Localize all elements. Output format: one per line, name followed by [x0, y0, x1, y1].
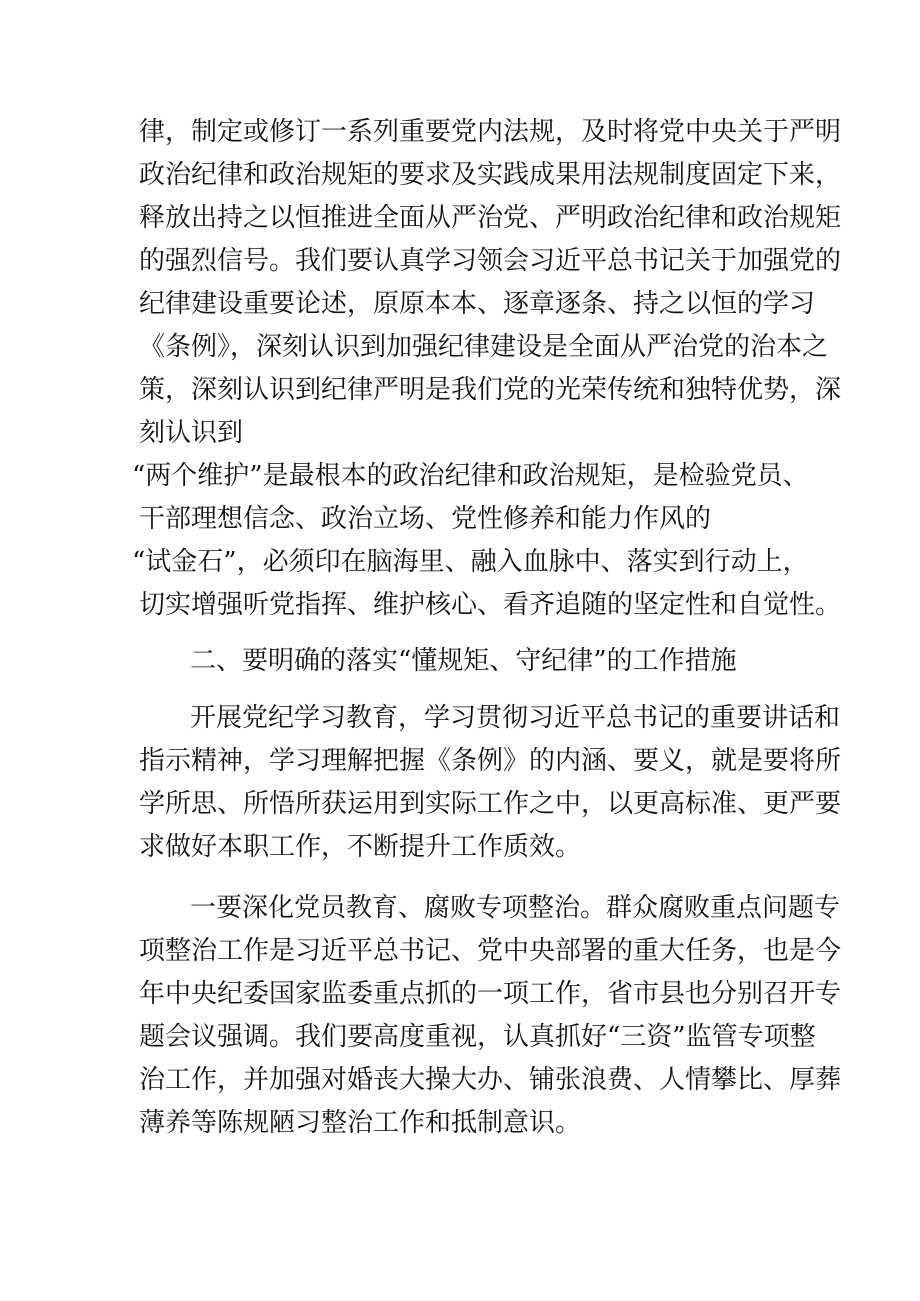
text-line: 《条例》，深刻认识到加强纪律建设是全面从严治党的治本之	[139, 332, 829, 362]
text-line: 干部理想信念、政治立场、党性修养和能力作风的	[139, 504, 712, 534]
text-line: 律，制定或修订一系列重要党内法规，及时将党中央关于严明	[139, 117, 842, 147]
text-line: 题会议强调。我们要高度重视，认真抓好“三资”监管专项整	[139, 1022, 816, 1052]
text-line: 政治纪律和政治规矩的要求及实践成果用法规制度固定下来，	[139, 160, 842, 190]
text-line: 治工作，并加强对婚丧大操大办、铺张浪费、人情攀比、厚葬	[139, 1065, 842, 1095]
text-line: 年中央纪委国家监委重点抓的一项工作，省市县也分别召开专	[139, 979, 842, 1009]
text-line: 学所思、所悟所获运用到实际工作之中，以更高标准、更严要	[139, 789, 842, 819]
text-line: 刻认识到	[139, 418, 244, 448]
text-line: 释放出持之以恒推进全面从严治党、严明政治纪律和政治规矩	[139, 203, 842, 233]
text-line: 切实增强听党指挥、维护核心、看齐追随的坚定性和自觉性。	[139, 590, 842, 620]
text-line: “试金石”，必须印在脑海里、融入血脉中、落实到行动上，	[132, 547, 809, 577]
text-line: 项整治工作是习近平总书记、党中央部署的重大任务，也是今	[139, 936, 842, 966]
text-line: 策，深刻认识到纪律严明是我们党的光荣传统和独特优势，深	[139, 375, 842, 405]
text-line: 薄养等陈规陋习整治工作和抵制意识。	[139, 1108, 582, 1138]
text-line: 求做好本职工作，不断提升工作质效。	[139, 832, 582, 862]
text-line: 指示精神，学习理解把握《条例》的内涵、要义，就是要将所	[139, 746, 842, 776]
text-line: 的强烈信号。我们要认真学习领会习近平总书记关于加强党的	[139, 246, 842, 276]
text-line: 开展党纪学习教育，学习贯彻习近平总书记的重要讲话和	[190, 703, 841, 733]
section-heading: 二、要明确的落实“懂规矩、守纪律”的工作措施	[190, 646, 737, 676]
text-line: 一要深化党员教育、腐败专项整治。群众腐败重点问题专	[190, 893, 841, 923]
text-line: 纪律建设重要论述，原原本本、逐章逐条、持之以恒的学习	[139, 289, 816, 319]
text-line: “两个维护”是最根本的政治纪律和政治规矩，是检验党员、	[132, 461, 809, 491]
